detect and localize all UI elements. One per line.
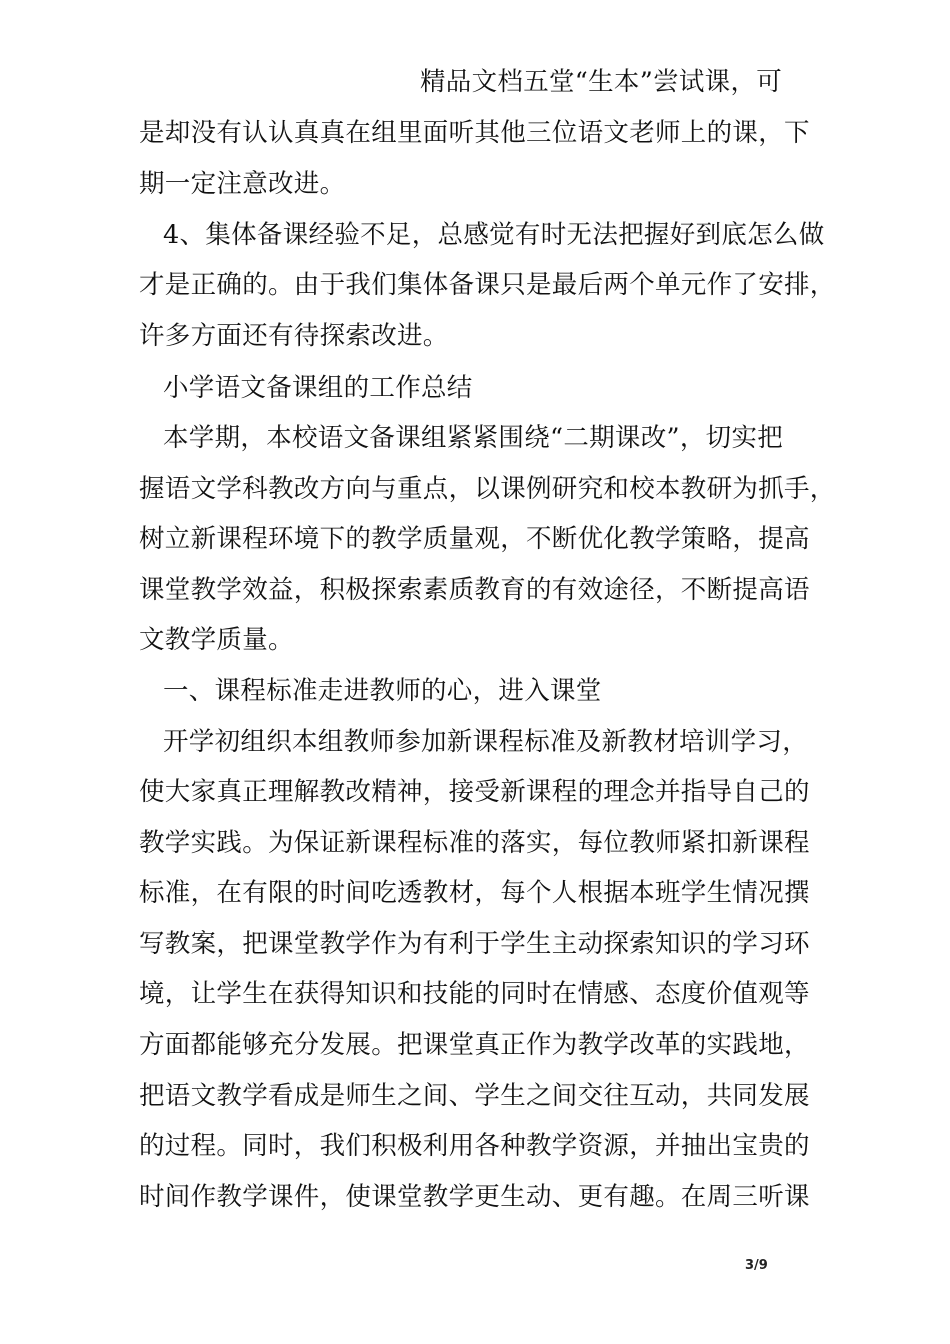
text-line: 使大家真正理解教改精神，接受新课程的理念并指导自己的 — [139, 777, 810, 807]
text-line: 许多方面还有待探索改进。 — [139, 321, 449, 351]
text-line: 开学初组织本组教师参加新课程标准及新教材培训学习， — [163, 727, 809, 757]
text-line: 把语文教学看成是师生之间、学生之间交往互动，共同发展 — [139, 1081, 810, 1111]
text-line: 是却没有认认真真在组里面听其他三位语文老师上的课，下 — [139, 118, 810, 148]
text-line: 文教学质量。 — [139, 625, 294, 655]
text-line: 4、集体备课经验不足，总感觉有时无法把握好到底怎么做 — [163, 220, 825, 250]
text-line: 才是正确的。由于我们集体备课只是最后两个单元作了安排， — [139, 270, 836, 300]
section-title: 小学语文备课组的工作总结 — [163, 373, 473, 403]
text-line: 期一定注意改进。 — [139, 169, 346, 199]
text-line: 方面都能够充分发展。把课堂真正作为教学改革的实践地， — [139, 1030, 810, 1060]
text-line: 树立新课程环境下的教学质量观，不断优化教学策略，提高 — [139, 524, 810, 554]
text-line: 课堂教学效益，积极探索素质教育的有效途径，不断提高语 — [139, 575, 810, 605]
text-line: 本学期，本校语文备课组紧紧围绕“二期课改”，切实把 — [163, 423, 784, 453]
page-number: 3/9 — [745, 1258, 768, 1273]
text-line: 时间作教学课件，使课堂教学更生动、更有趣。在周三听课 — [139, 1182, 810, 1212]
text-line: 教学实践。为保证新课程标准的落实，每位教师紧扣新课程 — [139, 828, 810, 858]
text-line: 写教案，把课堂教学作为有利于学生主动探索知识的学习环 — [139, 929, 810, 959]
header-line: 精品文档五堂“生本”尝试课，可 — [420, 67, 783, 97]
section-heading: 一、课程标准走进教师的心，进入课堂 — [163, 676, 602, 706]
text-line: 标准，在有限的时间吃透教材，每个人根据本班学生情况撰 — [139, 878, 810, 908]
text-line: 握语文学科教改方向与重点，以课例研究和校本教研为抓手， — [139, 474, 836, 504]
text-line: 境，让学生在获得知识和技能的同时在情感、态度价值观等 — [139, 979, 810, 1009]
text-line: 的过程。同时，我们积极利用各种教学资源，并抽出宝贵的 — [139, 1131, 810, 1161]
